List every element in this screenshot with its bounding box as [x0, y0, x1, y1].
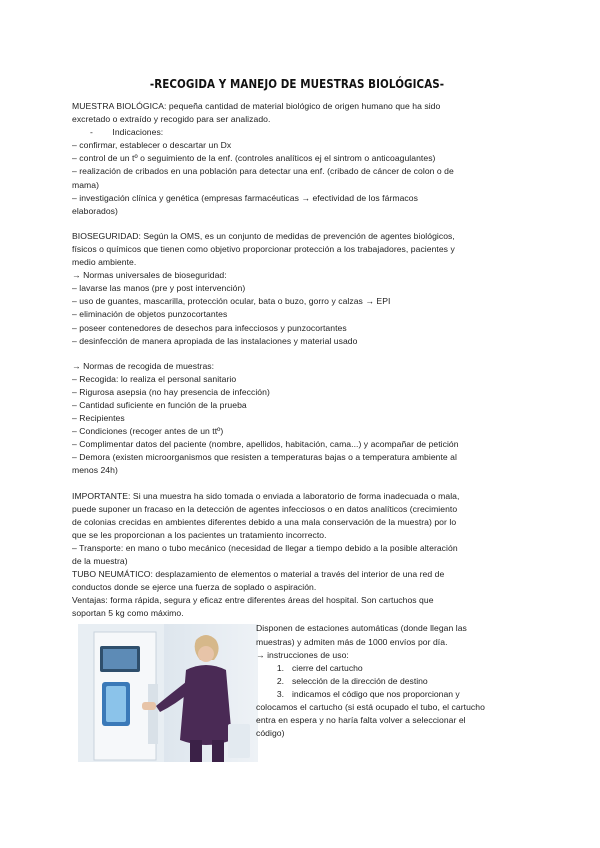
list-item: – Cantidad suficiente en función de la prueba: [72, 399, 247, 410]
list-item: – poseer contenedores de desechos para infecciosos y punzocortantes: [72, 322, 347, 333]
text-line: puede suponer un fracaso en la detección de agentes infecciosos o en datos analíticos (crecimiento: [72, 503, 458, 514]
indicaciones-heading: - Indicaciones:: [90, 127, 164, 138]
text-line: medio ambiente.: [72, 257, 137, 268]
step-text: cierre del cartucho: [292, 662, 363, 673]
muestra-section: [72, 100, 522, 218]
list-item: mama): [72, 179, 99, 190]
bioseguridad-section: [72, 230, 522, 348]
text-line: de la muestra): [72, 556, 128, 566]
text-line: colocamos el cartucho (si está ocupado el tubo, el cartucho: [256, 702, 485, 713]
instructions-list: [256, 662, 522, 701]
text-line: que se les proporcionan a los pacientes un tratamiento incorrecto.: [72, 529, 327, 540]
list-item: – Condiciones (recoger antes de un ttº): [72, 426, 224, 437]
text-line: → Normas universales de bioseguridad:: [72, 270, 227, 281]
list-item: – Rigurosa asepsia (no hay presencia de infección): [72, 386, 270, 397]
list-item: – control de un tº o seguimiento de la enf. (controles analíticos ej el sintrom o anticoagulantes): [72, 153, 436, 164]
list-item: – eliminación de objetos punzocortantes: [72, 309, 228, 320]
text-line: BIOSEGURIDAD: Según la OMS, es un conjunto de medidas de prevención de agentes biológicos,: [72, 230, 455, 241]
text-line: físicos o químicos que tienen como objetivo proporcionar protección a los trabajadores, pacientes y: [72, 243, 455, 254]
list-item: – realización de cribados en una población para detectar una enf. (cribado de cáncer de colon o de: [72, 166, 454, 177]
muestra-definition-cont: excretado o extraído y recogido para ser analizado.: [72, 114, 271, 125]
list-item: – desinfección de manera apropiada de las instalaciones y material usado: [72, 335, 358, 346]
list-item: elaborados): [72, 205, 118, 216]
list-item: menos 24h): [72, 465, 118, 476]
text-line: TUBO NEUMÁTICO: desplazamiento de elementos o material a través del interior de una red de: [72, 569, 445, 580]
text-line: Disponen de estaciones automáticas (donde llegan las: [256, 623, 467, 634]
importante-section: [72, 490, 522, 621]
text-line: código): [256, 728, 285, 739]
step-number: 3.: [276, 688, 284, 699]
text-line: de colonias crecidas en ambientes diferentes debido a una mala conservación de la muestra) por lo: [72, 516, 457, 527]
list-item: – Demora (existen microorganismos que resisten a temperaturas bajas o a temperatura ambiente al: [72, 452, 457, 463]
list-item: [256, 662, 522, 675]
text-line: conductos donde se ejerce una fuerza de soplado o aspiración.: [72, 582, 317, 593]
muestra-definition: MUESTRA BIOLÓGICA: pequeña cantidad de material biológico de origen humano que ha sido: [72, 101, 441, 111]
list-item: – lavarse las manos (pre y post intervención): [72, 283, 246, 294]
normas-section: [72, 360, 522, 478]
list-item: [256, 675, 522, 688]
text-line: IMPORTANTE: Si una muestra ha sido tomada o enviada a laboratorio de forma inadecuada o mala,: [72, 490, 460, 501]
text-line: → Normas de recogida de muestras:: [72, 360, 215, 371]
list-item: – confirmar, establecer o descartar un Dx: [72, 140, 232, 151]
document-page: [72, 76, 522, 739]
list-item: – uso de guantes, mascarilla, protección ocular, bata o buzo, gorro y calzas → EPI: [72, 296, 391, 307]
text-line: Ventajas: forma rápida, segura y eficaz entre diferentes áreas del hospital. Son cartuchos que: [72, 595, 434, 606]
pneumatic-tube-photo: [78, 624, 258, 762]
tube-instructions: [256, 622, 522, 740]
list-item: – Recipientes: [72, 413, 125, 424]
text-line: muestras) y admiten más de 1000 envíos por día.: [256, 636, 448, 647]
list-item: – investigación clínica y genética (empresas farmacéuticas → efectividad de los fármacos: [72, 192, 418, 203]
step-text: selección de la dirección de destino: [292, 675, 428, 686]
step-text: indicamos el código que nos proporcionan y: [292, 688, 460, 699]
text-line: → instrucciones de uso:: [256, 649, 349, 660]
text-line: entra en espera y no haría falta volver a seleccionar el: [256, 715, 466, 726]
list-item: – Recogida: lo realiza el personal sanitario: [72, 373, 237, 384]
list-item: – Complimentar datos del paciente (nombre, apellidos, habitación, cama...) y acompañar de petición: [72, 439, 459, 450]
step-number: 2.: [276, 675, 284, 686]
text-line: soportan 5 kg como máximo.: [72, 608, 184, 619]
step-number: 1.: [276, 662, 284, 673]
page-title: -RECOGIDA Y MANEJO DE MUESTRAS BIOLÓGICAS-: [149, 76, 445, 91]
text-line: – Transporte: en mano o tubo mecánico (necesidad de llegar a tiempo debido a la posible alteración: [72, 542, 458, 553]
list-item: [256, 688, 522, 701]
nurse-pneumatic-station-illustration: [78, 624, 258, 762]
